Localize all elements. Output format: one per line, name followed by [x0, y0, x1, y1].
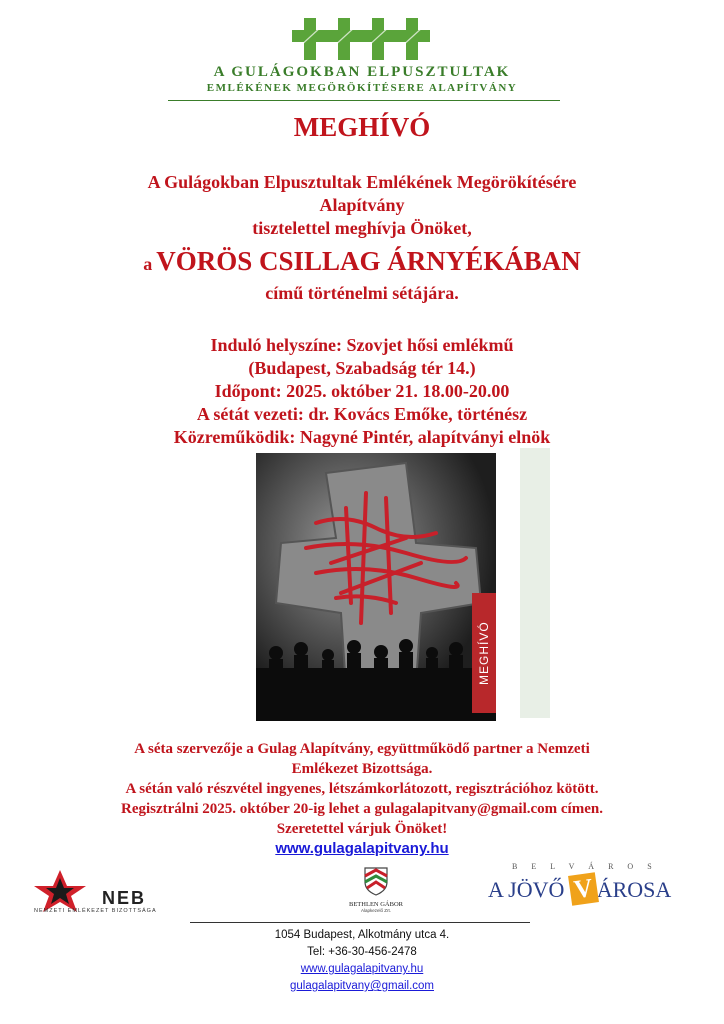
poster-image — [256, 453, 496, 721]
website-link[interactable]: www.gulagalapitvany.hu — [275, 840, 449, 857]
detail-start: Induló helyszíne: Szovjet hősi emlékmű — [210, 335, 514, 355]
invite-line3: tisztelettel meghívja Önöket, — [252, 218, 472, 238]
poster-artwork-icon — [256, 453, 496, 721]
info-line3: A sétán való részvétel ingyenes, létszámkorlátozott, regisztrációhoz kötött. — [125, 781, 599, 797]
footer-email-link[interactable]: gulagalapitvany@gmail.com — [290, 980, 434, 992]
detail-address: (Budapest, Szabadság tér 14.) — [248, 358, 476, 378]
jovo-varosa-logo — [488, 862, 712, 918]
header-divider — [168, 100, 560, 101]
detail-guide: A sétát vezeti: dr. Kovács Emőke, történész — [196, 404, 528, 424]
info-line4: Regisztrálni 2025. október 20-ig lehet a gulagalapitvany@gmail.com címen. — [121, 801, 603, 817]
jovo-varosa-text — [488, 874, 712, 918]
bethlen-name: BETHLEN GÁBOR — [349, 901, 403, 908]
page-title: MEGHÍVÓ — [293, 112, 431, 142]
detail-time: Időpont: 2025. október 21. 18.00-20.00 — [214, 381, 510, 401]
varosa-text: ÁROSA — [596, 877, 672, 902]
foundation-logo-crosses-icon — [292, 18, 432, 60]
bethlen-logo — [346, 866, 406, 920]
event-title-main: VÖRÖS CSILLAG ÁRNYÉKÁBAN — [156, 246, 581, 276]
bethlen-shield-icon — [363, 866, 389, 896]
background-decoration — [520, 448, 550, 718]
footer-address: 1054 Budapest, Alkotmány utca 4. — [274, 929, 450, 941]
footer-phone: Tel: +36-30-456-2478 — [307, 946, 417, 958]
belvaros-text: B E L V Á R O S — [512, 862, 658, 871]
info-line5: Szeretettel várjuk Önöket! — [276, 821, 448, 837]
invite-line5: című történelmi sétájára. — [265, 283, 459, 303]
neb-logo — [30, 868, 180, 918]
website-link-row — [0, 840, 724, 858]
footer-web-row — [0, 963, 724, 975]
footer-email-row — [0, 980, 724, 992]
neb-subtitle: NEMZETI EMLÉKEZET BIZOTTSÁGA — [34, 908, 157, 914]
footer-web-link[interactable]: www.gulagalapitvany.hu — [300, 963, 424, 975]
event-title-prefix: a — [143, 254, 153, 274]
neb-text: NEB — [102, 888, 147, 908]
invite-line1: A Gulágokban Elpusztultak Emlékének Megörökítésére — [147, 172, 577, 192]
detail-host: Közreműködik: Nagyné Pintér, alapítványi elnök — [173, 427, 551, 447]
footer-divider — [190, 922, 530, 923]
v-badge: V — [568, 872, 599, 905]
org-name-line2: EMLÉKÉNEK MEGÖRÖKÍTÉSERE ALAPÍTVÁNY — [206, 82, 518, 94]
org-name-line1: A GULÁGOKBAN ELPUSZTULTAK — [213, 64, 511, 80]
info-line1: A séta szervezője a Gulag Alapítvány, együttműködő partner a Nemzeti — [134, 741, 590, 757]
invite-event-title — [0, 246, 724, 277]
invite-line2: Alapítvány — [319, 195, 405, 215]
poster-band-label: MEGHÍVÓ — [472, 593, 496, 713]
info-line2: Emlékezet Bizottsága. — [291, 761, 433, 777]
bethlen-subtitle: Alapkezelő Zrt. — [360, 908, 391, 913]
red-star-icon — [30, 868, 90, 912]
jovo-text: A JÖVŐ — [488, 877, 565, 902]
